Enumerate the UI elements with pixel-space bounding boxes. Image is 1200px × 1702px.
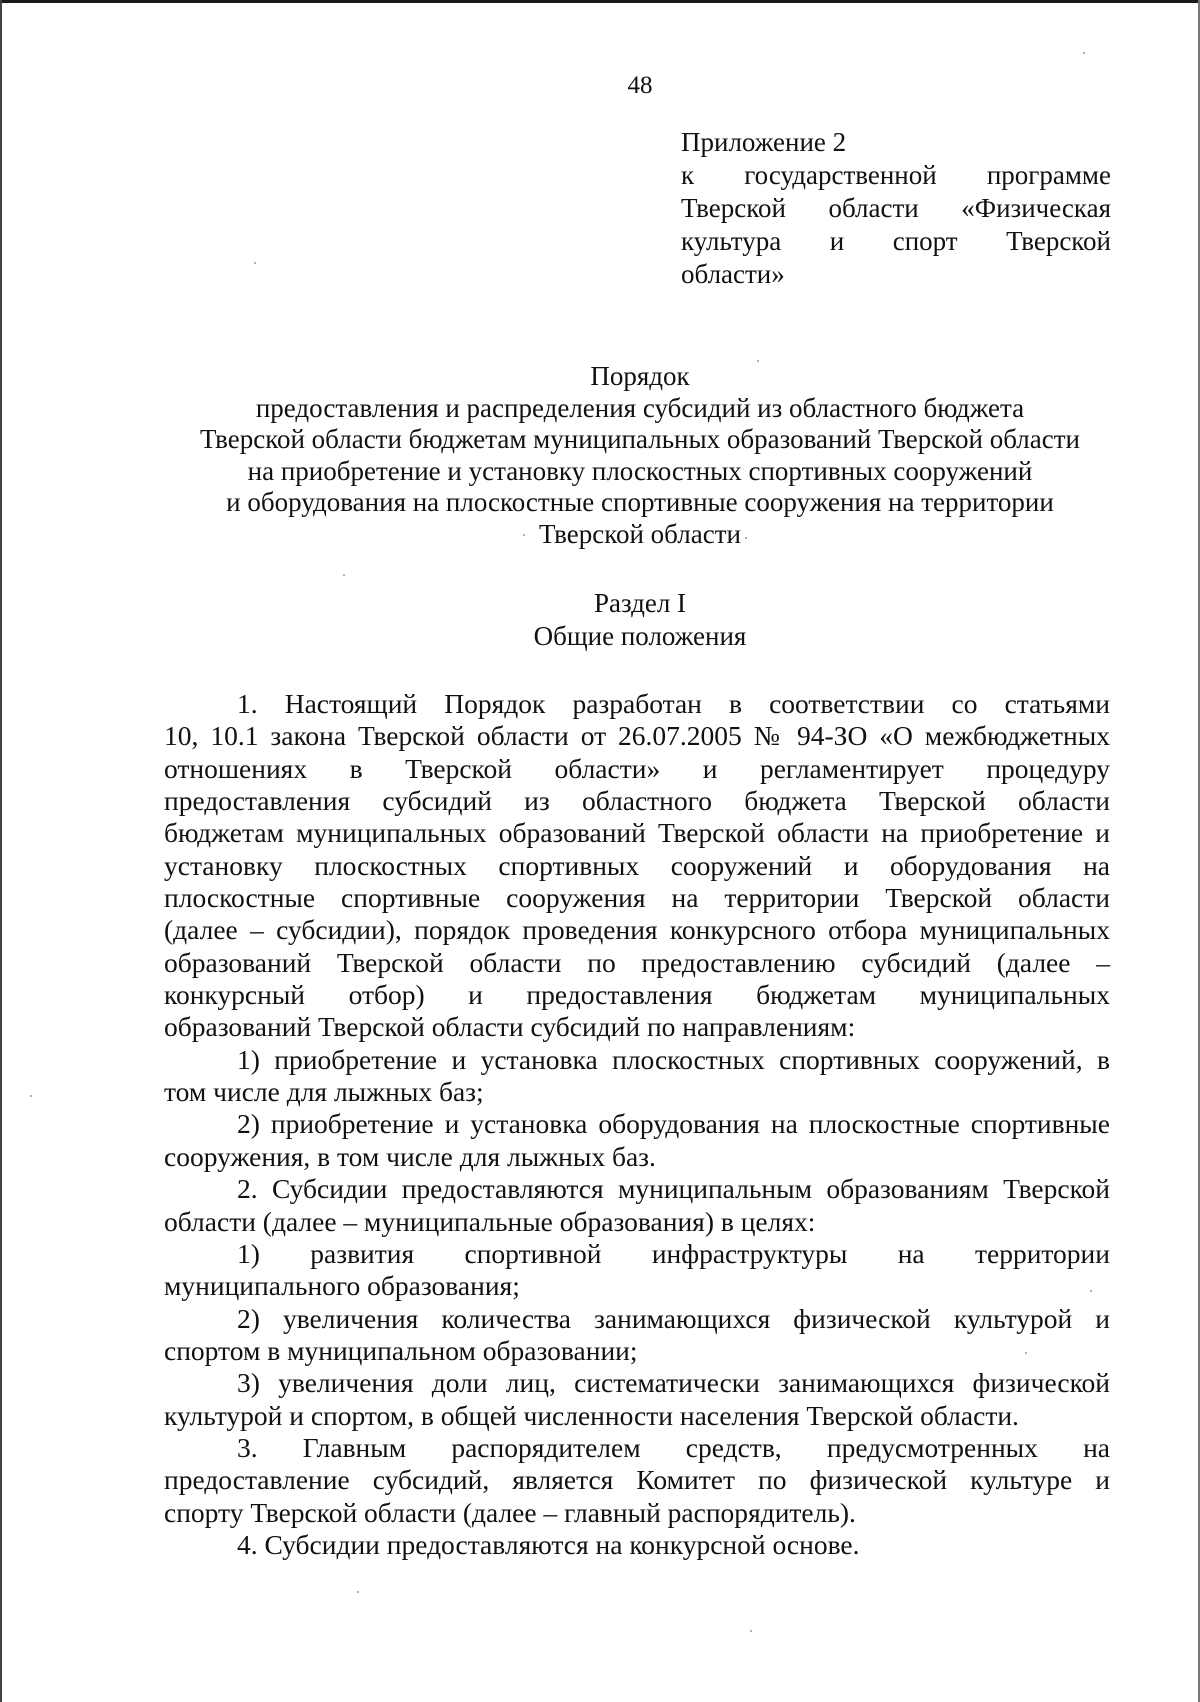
scan-speck	[757, 360, 759, 362]
appendix-line: к государственной программе	[681, 160, 1111, 190]
section-number: Раздел I	[593, 588, 687, 618]
title-line: Тверской области	[539, 518, 741, 549]
appendix-line: Приложение 2	[681, 127, 847, 157]
paragraph-line: спорту Тверской области (далее – главный распорядитель).	[164, 1496, 856, 1528]
scan-speck	[523, 534, 525, 536]
title-line: на приобретение и установку плоскостных спортивных сооружений	[247, 455, 1033, 486]
body-text	[164, 688, 1110, 1561]
scan-speck	[1090, 1290, 1092, 1292]
paragraph-line: образований Тверской области по предоставлению субсидий (далее –	[164, 946, 1110, 978]
list-item-line: культурой и спортом, в общей численности населения Тверской области.	[164, 1399, 1019, 1431]
list-item-line: сооружения, в том числе для лыжных баз.	[164, 1140, 656, 1172]
title-line: Порядок	[590, 361, 690, 391]
scan-edge-left	[0, 0, 2, 1702]
scan-speck	[1083, 52, 1085, 54]
paragraph-line: 1. Настоящий Порядок разработан в соответствии со статьями	[237, 688, 1110, 719]
paragraph-line: образований Тверской области субсидий по направлениям:	[164, 1011, 856, 1043]
title-line: предоставления и распределения субсидий из областного бюджета	[255, 392, 1025, 423]
paragraph-line: предоставление субсидий, является Комитет по физической культуре и	[164, 1464, 1110, 1496]
list-item-line: 3) увеличения доли лиц, систематически занимающихся физической	[237, 1367, 1110, 1399]
paragraph-line: предоставления субсидий из областного бюджета Тверской области	[164, 785, 1110, 817]
scan-speck	[343, 574, 345, 576]
paragraph-line: отношениях в Тверской области» и регламентирует процедуру	[164, 752, 1110, 784]
list-item-line: муниципального образования;	[164, 1270, 520, 1302]
paragraph-line: 2. Субсидии предоставляются муниципальным образованиям Тверской	[237, 1173, 1110, 1205]
title-line: и оборудования на плоскостные спортивные сооружения на территории	[226, 487, 1054, 517]
scan-edge-top	[0, 0, 1200, 3]
paragraph-line: 3. Главным распорядителем средств, предусмотренных на	[237, 1431, 1110, 1463]
paragraph-line: бюджетам муниципальных образований Тверской области на приобретение и	[164, 817, 1110, 849]
list-item-line: 1) развития спортивной инфраструктуры на территории	[237, 1237, 1110, 1269]
document-title	[140, 361, 1140, 550]
paragraph-line: области (далее – муниципальные образования) в целях:	[164, 1205, 816, 1237]
scan-speck	[745, 537, 747, 539]
scan-speck	[30, 1095, 32, 1097]
section-heading	[140, 587, 1140, 653]
section-name: Общие положения	[533, 621, 747, 651]
scan-speck	[750, 1630, 752, 1632]
paragraph-line: 10, 10.1 закона Тверской области от 26.07.2005 № 94-ЗО «О межбюджетных	[164, 720, 1110, 752]
paragraph-line: плоскостные спортивные сооружения на территории Тверской области	[164, 882, 1110, 914]
appendix-line: Тверской области «Физическая	[681, 193, 1111, 223]
paragraph-line: (далее – субсидии), порядок проведения конкурсного отбора муниципальных	[164, 914, 1110, 946]
list-item-line: 2) приобретение и установка оборудования на плоскостные спортивные	[237, 1108, 1110, 1140]
scan-speck	[254, 262, 256, 264]
title-line: Тверской области бюджетам муниципальных образований Тверской области	[200, 424, 1080, 454]
page-number: 48	[627, 72, 653, 99]
scan-speck	[1025, 1352, 1027, 1354]
appendix-line: культура и спорт Тверской	[681, 226, 1111, 256]
appendix-line: области»	[681, 259, 785, 289]
paragraph-line: конкурсный отбор) и предоставления бюджетам муниципальных	[164, 979, 1110, 1011]
list-item-line: том числе для лыжных баз;	[164, 1076, 484, 1108]
paragraph-line: установку плоскостных спортивных сооружений и оборудования на	[164, 849, 1110, 881]
list-item-line: спортом в муниципальном образовании;	[164, 1334, 638, 1366]
list-item-line: 2) увеличения количества занимающихся физической культурой и	[237, 1302, 1110, 1334]
scan-speck	[357, 1591, 359, 1593]
appendix-header	[681, 126, 1111, 291]
paragraph-line: 4. Субсидии предоставляются на конкурсной основе.	[237, 1528, 860, 1560]
list-item-line: 1) приобретение и установка плоскостных спортивных сооружений, в	[237, 1043, 1110, 1075]
